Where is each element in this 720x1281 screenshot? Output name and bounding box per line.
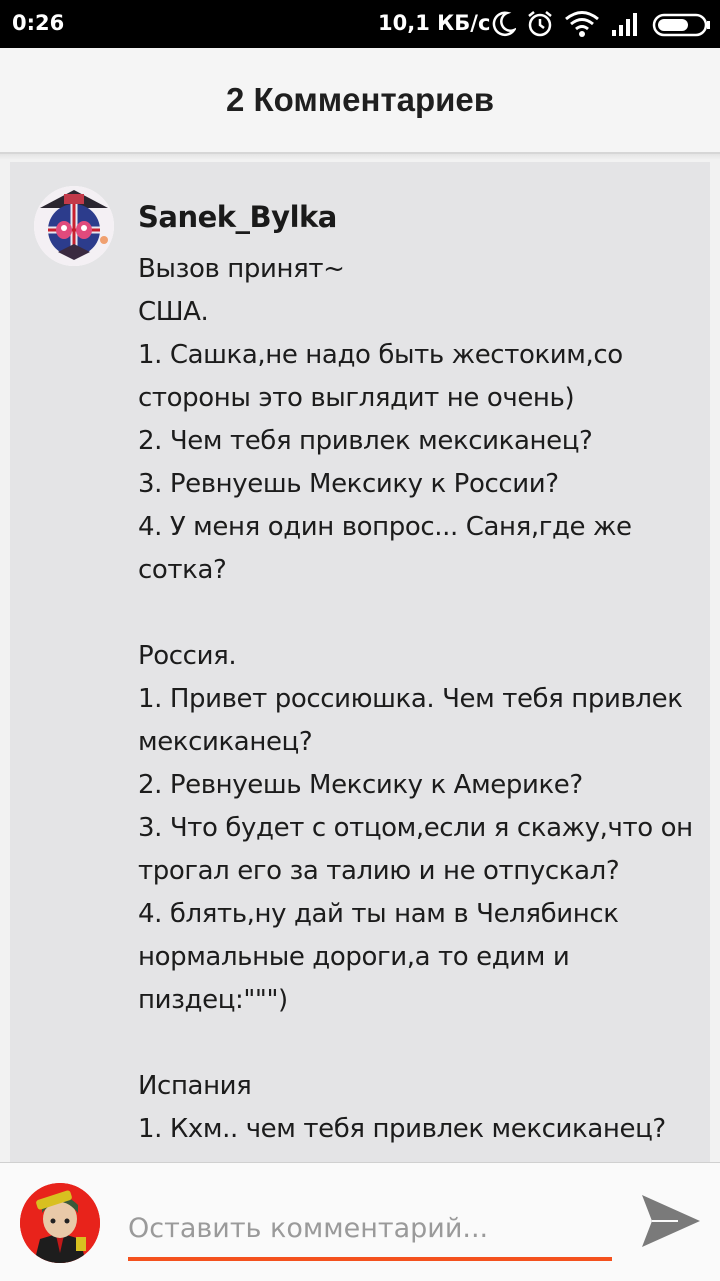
comment-line: 1. Сашка,не надо быть жестоким,со — [138, 340, 623, 370]
comment-line: 3. Ревнуешь Мексику к России? — [138, 469, 559, 499]
comment-line: Вызов принят~ — [138, 254, 345, 284]
comment-line: 3. Что будет с отцом,если я скажу,что он — [138, 813, 693, 843]
comment-line: 4. блять,ну дай ты нам в Челябинск — [138, 899, 619, 929]
alarm-icon — [526, 10, 554, 38]
wifi-icon — [564, 10, 600, 38]
comment-author[interactable]: Sanek_Bylka — [138, 200, 337, 234]
comment-composer — [0, 1162, 720, 1281]
author-avatar-image — [34, 186, 114, 266]
status-time: 0:26 — [12, 11, 65, 35]
signal-icon — [608, 10, 642, 38]
comment-line: стороны это выглядит не очень) — [138, 383, 575, 413]
comment-line: 1. Кхм.. чем тебя привлек мексиканец? — [138, 1114, 666, 1144]
comment-card[interactable] — [10, 162, 710, 1162]
comment-input[interactable] — [128, 1199, 612, 1261]
comment-line: 2. Чем тебя привлек мексиканец? — [138, 426, 593, 456]
comment-body — [138, 248, 698, 1151]
author-avatar[interactable] — [34, 186, 114, 266]
comment-line: трогал его за талию и не отпускал? — [138, 856, 620, 886]
current-user-avatar-image — [20, 1183, 100, 1263]
moon-icon — [490, 10, 516, 38]
comment-line: пиздец:""") — [138, 985, 288, 1015]
header-shadow — [0, 154, 720, 160]
comment-line: США. — [138, 297, 209, 327]
page-title: 2 Комментариев — [225, 81, 495, 118]
comment-line — [138, 592, 698, 635]
comment-line: 2. Ревнуешь Мексику к Америке? — [138, 770, 583, 800]
comment-line: нормальные дороги,а то едим и — [138, 942, 570, 972]
comment-line: 1. Привет россиюшка. Чем тебя привлек — [138, 684, 683, 714]
status-bar — [0, 0, 720, 48]
comment-line: 4. У меня один вопрос... Саня,где же — [138, 512, 632, 542]
battery-icon — [652, 13, 712, 37]
send-icon[interactable] — [638, 1191, 702, 1251]
network-speed: 10,1 КБ/с — [378, 11, 491, 35]
current-user-avatar[interactable] — [20, 1183, 100, 1263]
comment-line — [138, 1022, 698, 1065]
comment-line: Россия. — [138, 641, 237, 671]
comment-line: сотка? — [138, 555, 227, 585]
comments-header — [0, 48, 720, 154]
comment-line: мексиканец? — [138, 727, 313, 757]
comment-line: Испания — [138, 1071, 252, 1101]
